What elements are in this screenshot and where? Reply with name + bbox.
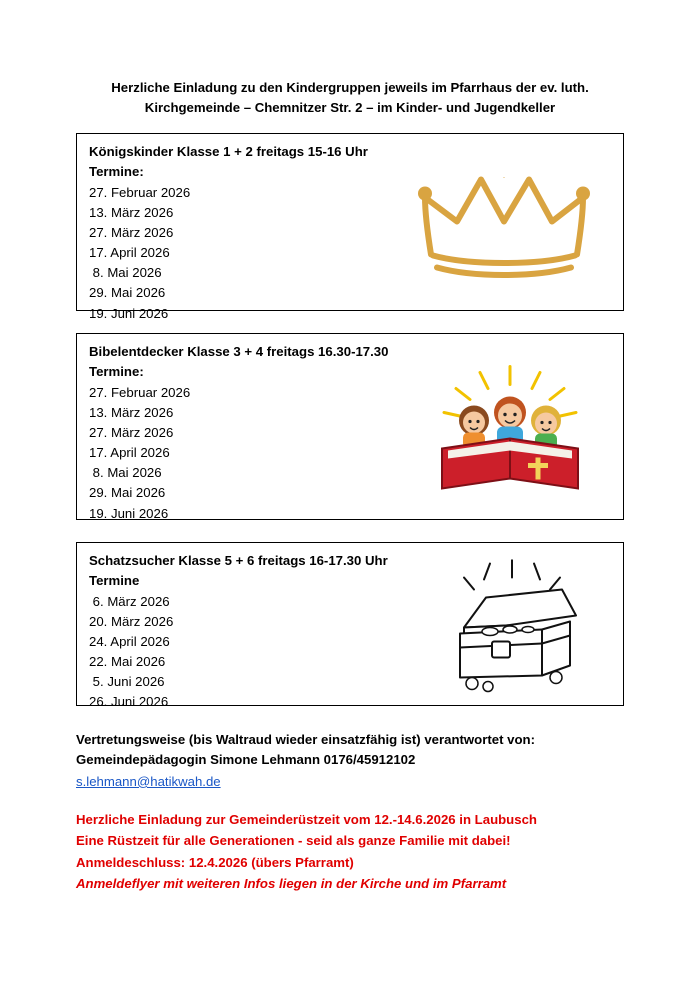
children-reading-bible-illustration: [418, 363, 603, 498]
list-item: 6. März 2026: [89, 593, 170, 609]
list-item: 17. April 2026: [89, 245, 170, 261]
list-item: 17. April 2026: [89, 445, 170, 461]
list-item: 27. Februar 2026: [89, 184, 191, 200]
footer-line-1: Vertretungsweise (bis Waltraud wieder einsatzfähig ist) verantwortet von:: [76, 731, 535, 747]
list-item: 29. Mai 2026: [89, 485, 166, 501]
header-line-2: Kirchgemeinde – Chemnitzer Str. 2 – im Kinder- und Jugendkeller: [144, 100, 556, 116]
group-subtitle: Termine: [89, 572, 140, 588]
list-item: 26. Juni 2026: [89, 694, 169, 710]
group-card-koenigskinder: [76, 133, 624, 321]
list-item: 19. Juni 2026: [89, 505, 169, 521]
list-item: 27. März 2026: [89, 424, 174, 440]
list-item: 27. Februar 2026: [89, 384, 191, 400]
group-title: Schatzsucher Klasse 5 + 6 freitags 16-17.30 Uhr: [89, 552, 388, 568]
treasure-chest-illustration: [430, 560, 595, 695]
list-item: 19. Juni 2026: [89, 305, 169, 321]
notice-line-3: Anmeldeschluss: 12.4.2026 (übers Pfarramt): [76, 854, 354, 870]
group-subtitle: Termine:: [89, 163, 144, 179]
list-item: 27. März 2026: [89, 224, 174, 240]
list-item: 13. März 2026: [89, 404, 174, 420]
group-title: Königskinder Klasse 1 + 2 freitags 15-16 Uhr: [89, 143, 368, 159]
notice-line-1: Herzliche Einladung zur Gemeinderüstzeit vom 12.-14.6.2026 in Laubusch: [76, 812, 537, 828]
list-item: 13. März 2026: [89, 204, 174, 220]
email-link[interactable]: s.lehmann@hatikwah.de: [76, 773, 221, 789]
header-line-1: Herzliche Einladung zu den Kindergruppen jeweils im Pfarrhaus der ev. luth.: [111, 80, 589, 95]
group-subtitle: Termine:: [89, 363, 144, 379]
contact-footer: [76, 730, 624, 793]
notice-line-2: Eine Rüstzeit für alle Generationen - seid als ganze Familie mit dabei!: [76, 833, 511, 849]
group-title: Bibelentdecker Klasse 3 + 4 freitags 16.30-17.30: [89, 343, 389, 359]
group-card-bibelentdecker: [76, 333, 624, 520]
list-item: 8. Mai 2026: [89, 265, 162, 281]
list-item: 8. Mai 2026: [89, 465, 162, 481]
list-item: 29. Mai 2026: [89, 285, 166, 301]
notice-line-4: Anmeldeflyer mit weiteren Infos liegen in der Kirche und im Pfarramt: [76, 875, 507, 891]
list-item: 24. April 2026: [89, 633, 170, 649]
list-item: 22. Mai 2026: [89, 654, 166, 670]
list-item: 20. März 2026: [89, 613, 174, 629]
notice-block: [76, 809, 624, 894]
footer-line-2: Gemeindepädagogin Simone Lehmann 0176/45912102: [76, 752, 416, 768]
crown-illustration: [409, 159, 599, 284]
list-item: 5. Juni 2026: [89, 674, 165, 690]
group-card-schatzsucher: [76, 542, 624, 710]
page-title: [76, 78, 624, 119]
